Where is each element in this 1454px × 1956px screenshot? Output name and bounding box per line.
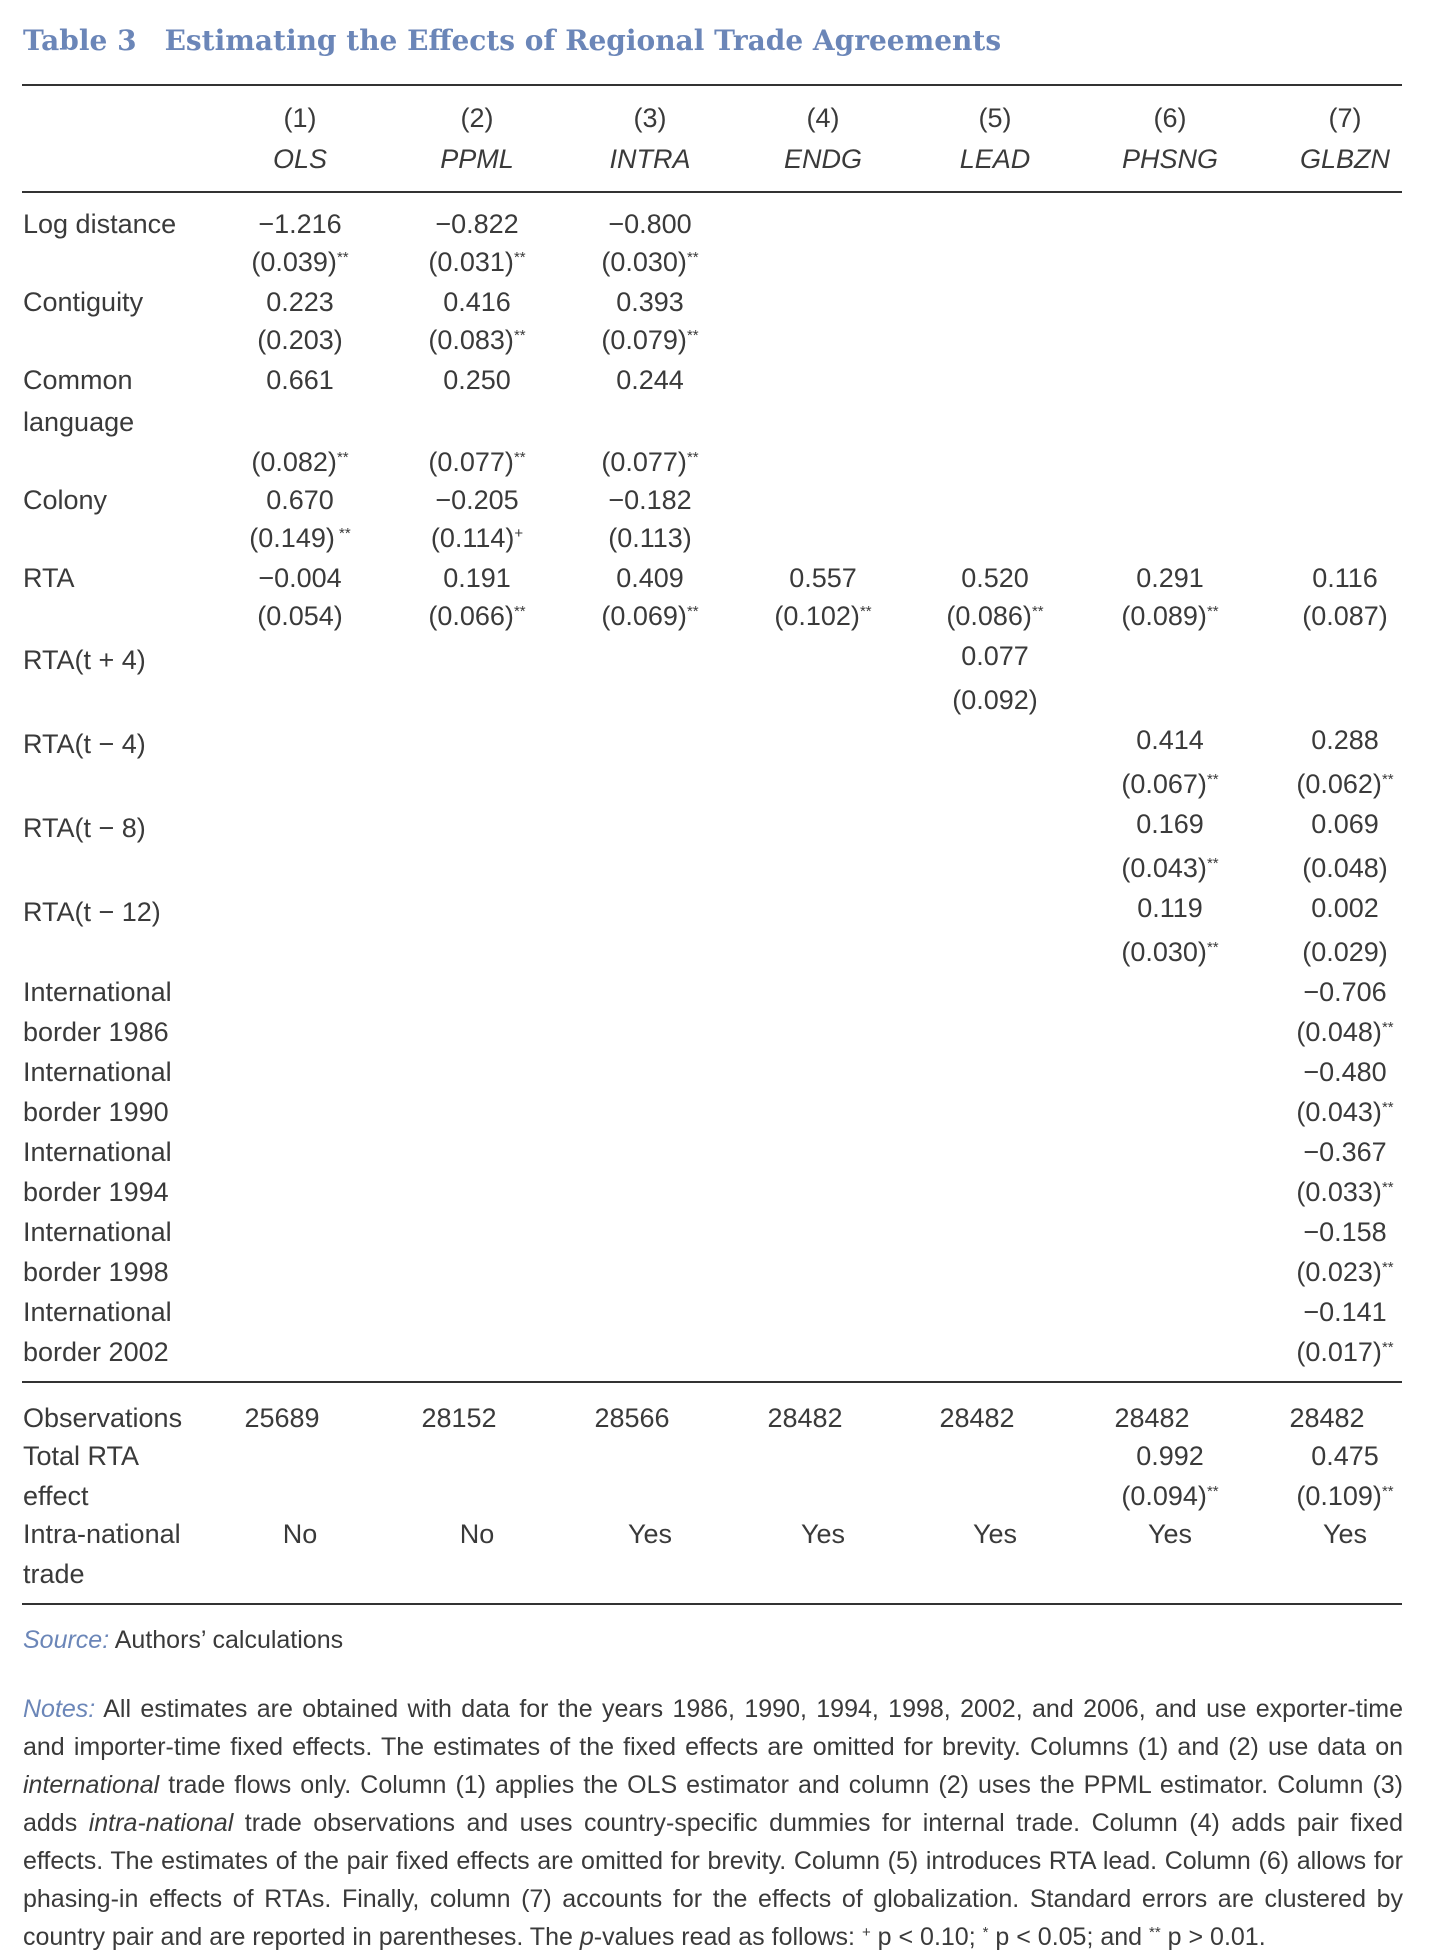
coefficient: −0.004 <box>258 563 342 593</box>
std-error: (0.023)** <box>1296 1257 1394 1287</box>
coefficient: 0.409 <box>616 563 684 593</box>
notes-italic: intra-national <box>88 1809 234 1837</box>
column-name: LEAD <box>959 144 1031 174</box>
coefficient: 0.191 <box>443 563 511 593</box>
coefficient: 0.520 <box>961 563 1029 593</box>
observations-value: 25689 <box>244 1403 320 1433</box>
row-label: Log distance <box>23 209 177 239</box>
row-label: border 1994 <box>23 1177 169 1207</box>
sig-marker: ** <box>1206 855 1219 872</box>
top-rule <box>22 84 1402 86</box>
observations-value: 28152 <box>421 1403 497 1433</box>
column-number: (2) <box>460 103 494 133</box>
stats-rule <box>22 1381 1402 1383</box>
coefficient: 0.416 <box>443 287 511 317</box>
coefficient: −0.205 <box>435 485 519 515</box>
table-title <box>23 24 1001 57</box>
intra-national-value: No <box>459 1519 495 1549</box>
row-label: border 2002 <box>23 1337 169 1367</box>
notes-text: trade observations and uses country-specific dummies for internal trade. Column (4) adds pair fixed effects. The estimates of the pair fixed effects are omitted for brevity. Column (5) introduces RTA lead. Column (6) allows for phasing-in effects of RTAs. Finally, column (7) accounts for the effects of globalization. Standard errors are clustered by country pair and are reported in parentheses. The <box>23 1809 1403 1951</box>
sig-marker: ** <box>336 249 349 266</box>
table-number: Table 3 <box>23 24 137 57</box>
coefficient: −0.182 <box>608 485 692 515</box>
std-error: (0.043)** <box>1121 853 1219 883</box>
std-error: (0.043)** <box>1296 1097 1394 1127</box>
coefficient: 0.069 <box>1311 809 1379 839</box>
row-label: Observations <box>23 1403 183 1433</box>
std-error: (0.083)** <box>428 325 526 355</box>
std-error: (0.017)** <box>1296 1337 1394 1367</box>
row-label: RTA(t − 4) <box>23 729 146 759</box>
coefficient: 0.475 <box>1311 1441 1379 1471</box>
std-error: (0.087) <box>1302 601 1388 631</box>
std-error: (0.203) <box>257 325 343 355</box>
sig-marker: ** <box>1206 603 1219 620</box>
std-error: (0.089)** <box>1121 601 1219 631</box>
sig-marker: ** <box>686 249 699 266</box>
std-error: (0.030)** <box>1121 937 1219 967</box>
std-error: (0.069)** <box>601 601 699 631</box>
source-label: Source: <box>23 1626 110 1654</box>
std-error: (0.082)** <box>251 447 349 477</box>
notes-text: p > 0.01. <box>1167 1923 1266 1951</box>
std-error: (0.094)** <box>1121 1481 1219 1511</box>
row-label: RTA(t + 4) <box>23 645 146 675</box>
row-label: Contiguity <box>23 287 144 317</box>
column-name: PPML <box>440 144 514 174</box>
row-label: International <box>23 1217 172 1247</box>
coefficient: 0.393 <box>616 287 684 317</box>
coefficient: 0.661 <box>266 365 334 395</box>
coefficient: 0.414 <box>1136 725 1204 755</box>
coefficient: 0.250 <box>443 365 511 395</box>
column-number: (3) <box>633 103 667 133</box>
observations-value: 28566 <box>594 1403 670 1433</box>
intra-national-value: Yes <box>1147 1519 1193 1549</box>
observations-value: 28482 <box>767 1403 843 1433</box>
sig-marker: ** <box>1381 1483 1394 1500</box>
sig-marker: + <box>514 525 524 542</box>
coefficient: 0.291 <box>1136 563 1204 593</box>
sig-marker: ** <box>334 525 351 542</box>
notes-italic: international <box>23 1771 160 1799</box>
sig-marker: ** <box>859 603 872 620</box>
sig-marker: ** <box>1206 1483 1219 1500</box>
source-text: Authors’ calculations <box>114 1626 344 1654</box>
coefficient: 0.223 <box>266 287 334 317</box>
std-error: (0.109)** <box>1296 1481 1394 1511</box>
std-error: (0.079)** <box>601 325 699 355</box>
sig-marker: ** <box>1149 1924 1161 1941</box>
coefficient: −0.141 <box>1303 1297 1387 1327</box>
observations-value: 28482 <box>1289 1403 1365 1433</box>
std-error: (0.048)** <box>1296 1017 1394 1047</box>
std-error: (0.048) <box>1302 853 1388 883</box>
notes-italic: p <box>579 1923 594 1951</box>
sig-marker: ** <box>513 449 526 466</box>
coefficient: −0.158 <box>1303 1217 1387 1247</box>
intra-national-value: Yes <box>627 1519 673 1549</box>
std-error: (0.077)** <box>428 447 526 477</box>
row-label: International <box>23 977 172 1007</box>
coefficient: −0.800 <box>608 209 692 239</box>
std-error: (0.102)** <box>774 601 872 631</box>
std-error: (0.031)** <box>428 247 526 277</box>
coefficient: −0.480 <box>1303 1057 1387 1087</box>
coefficient: −1.216 <box>258 209 342 239</box>
table-caption: Estimating the Effects of Regional Trade Agreements <box>164 24 1002 57</box>
header-rule <box>22 191 1402 193</box>
observations-value: 28482 <box>1114 1403 1190 1433</box>
column-name: ENDG <box>783 144 863 174</box>
column-number: (4) <box>806 103 840 133</box>
column-name: OLS <box>272 144 328 174</box>
sig-marker: ** <box>1381 1259 1394 1276</box>
std-error: (0.033)** <box>1296 1177 1394 1207</box>
sig-marker: ** <box>1206 939 1219 956</box>
coefficient: 0.077 <box>961 641 1029 671</box>
bottom-rule <box>22 1603 1402 1605</box>
sig-marker: ** <box>513 249 526 266</box>
std-error: (0.054) <box>257 601 343 631</box>
notes-text: All estimates are obtained with data for the years 1986, 1990, 1994, 1998, 2002, and 2006, and use exporter-time and importer-time fixed effects. The estimates of the fixed effects are omitted for brevity. Columns (1) and (2) use data on <box>23 1695 1403 1761</box>
coefficient: −0.367 <box>1303 1137 1387 1167</box>
sig-marker: ** <box>1206 771 1219 788</box>
std-error: (0.113) <box>608 523 692 553</box>
row-label: RTA <box>23 563 75 593</box>
column-number: (5) <box>978 103 1012 133</box>
sig-marker: ** <box>686 449 699 466</box>
row-label: RTA(t − 12) <box>23 897 161 927</box>
notes-text: -values read as follows: <box>593 1923 855 1951</box>
sig-marker: ** <box>686 327 699 344</box>
column-name: PHSNG <box>1121 144 1219 174</box>
intra-national-value: Yes <box>972 1519 1018 1549</box>
column-name: INTRA <box>609 144 691 174</box>
notes-label: Notes: <box>23 1695 96 1723</box>
notes-paragraph <box>23 1690 1403 1956</box>
std-error: (0.030)** <box>601 247 699 277</box>
row-label: Total RTA <box>23 1441 140 1471</box>
coefficient: 0.557 <box>789 563 857 593</box>
sig-marker: ** <box>1381 1019 1394 1036</box>
row-label: language <box>23 407 135 437</box>
std-error: (0.149) ** <box>249 523 351 553</box>
row-label: Common <box>23 365 133 395</box>
row-label: International <box>23 1137 172 1167</box>
intra-national-value: Yes <box>1322 1519 1368 1549</box>
std-error: (0.029) <box>1302 937 1388 967</box>
coefficient: 0.288 <box>1311 725 1379 755</box>
sig-marker: + <box>861 1924 871 1941</box>
row-label: Intra-national <box>23 1519 181 1549</box>
sig-marker: ** <box>513 327 526 344</box>
sig-marker: ** <box>336 449 349 466</box>
notes-text: p < 0.05; and <box>995 1923 1143 1951</box>
row-label: trade <box>23 1559 85 1589</box>
sig-marker: ** <box>1381 1339 1394 1356</box>
sig-marker: ** <box>1381 771 1394 788</box>
std-error: (0.092) <box>952 685 1038 715</box>
notes-text: p < 0.10; <box>877 1923 976 1951</box>
sig-marker: ** <box>513 603 526 620</box>
sig-marker: ** <box>1381 1179 1394 1196</box>
std-error: (0.067)** <box>1121 769 1219 799</box>
coefficient: 0.244 <box>616 365 684 395</box>
sig-marker: ** <box>1031 603 1044 620</box>
row-label: border 1986 <box>23 1017 169 1047</box>
std-error: (0.114)+ <box>430 523 524 553</box>
sig-marker: * <box>982 1924 989 1941</box>
coefficient: 0.169 <box>1136 809 1204 839</box>
notes-text: trade flows only. Column (1) applies the OLS estimator and column (2) uses the PPML estimator. Column (3) adds <box>23 1771 1403 1837</box>
observations-value: 28482 <box>939 1403 1015 1433</box>
row-label: effect <box>23 1481 89 1511</box>
column-number: (7) <box>1328 103 1362 133</box>
std-error: (0.039)** <box>251 247 349 277</box>
row-label: border 1998 <box>23 1257 169 1287</box>
row-label: International <box>23 1297 172 1327</box>
row-label: Colony <box>23 485 108 515</box>
coefficient: 0.119 <box>1137 893 1203 923</box>
intra-national-value: No <box>282 1519 318 1549</box>
column-number: (6) <box>1153 103 1187 133</box>
sig-marker: ** <box>1381 1099 1394 1116</box>
row-label: International <box>23 1057 172 1087</box>
source-line <box>23 1626 343 1655</box>
sig-marker: ** <box>686 603 699 620</box>
row-label: border 1990 <box>23 1097 169 1127</box>
std-error: (0.086)** <box>946 601 1044 631</box>
column-number: (1) <box>283 103 317 133</box>
coefficient: 0.002 <box>1311 893 1379 923</box>
std-error: (0.066)** <box>428 601 526 631</box>
column-name: GLBZN <box>1299 144 1391 174</box>
std-error: (0.062)** <box>1296 769 1394 799</box>
row-label: RTA(t − 8) <box>23 813 146 843</box>
coefficient: −0.706 <box>1303 977 1387 1007</box>
coefficient: 0.992 <box>1136 1441 1204 1471</box>
std-error: (0.077)** <box>601 447 699 477</box>
coefficient: 0.670 <box>266 485 334 515</box>
coefficient: −0.822 <box>435 209 519 239</box>
coefficient: 0.116 <box>1312 563 1378 593</box>
intra-national-value: Yes <box>800 1519 846 1549</box>
